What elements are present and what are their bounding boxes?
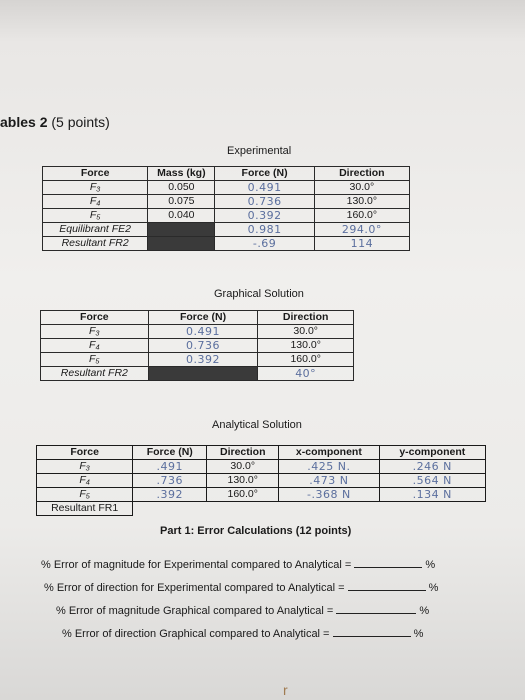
x-component-value: .473 N (279, 474, 379, 488)
force-label: Resultant FR1 (37, 502, 133, 516)
answer-blank[interactable] (333, 626, 411, 637)
header-mass: Mass (kg) (148, 167, 215, 181)
force-value: .491 (133, 460, 207, 474)
force-value: 0.491 (148, 325, 258, 339)
direction-value: 30.0° (314, 181, 409, 195)
table-header-row (43, 167, 410, 181)
table-row (37, 488, 486, 502)
y-component-value: .134 N (379, 488, 485, 502)
direction-value: 294.0° (314, 223, 409, 237)
direction-value: 130.0° (207, 474, 279, 488)
force-label: Resultant FR2 (43, 237, 148, 251)
answer-blank[interactable] (348, 580, 426, 591)
table-row (37, 502, 486, 516)
force-label: F₃ (37, 460, 133, 474)
error-line (56, 603, 476, 617)
header-force: Force (41, 311, 149, 325)
direction-value: 160.0° (207, 488, 279, 502)
force-label: F₄ (41, 339, 149, 353)
force-value: 0.736 (148, 339, 258, 353)
error-line (62, 626, 482, 640)
force-value: .736 (133, 474, 207, 488)
force-label: F₅ (41, 353, 149, 367)
header-x-component: x-component (279, 446, 379, 460)
table-row (37, 474, 486, 488)
mass-value: 0.050 (148, 181, 215, 195)
force-label: F₃ (43, 181, 148, 195)
header-force-n: Force (N) (215, 167, 314, 181)
header-force-n: Force (N) (148, 311, 258, 325)
table-row (43, 223, 410, 237)
empty-cell (133, 502, 207, 516)
header-direction: Direction (207, 446, 279, 460)
analytical-caption: Analytical Solution (212, 419, 302, 431)
direction-value: 160.0° (258, 353, 354, 367)
force-label: Equilibrant FE2 (43, 223, 148, 237)
table-row (43, 209, 410, 223)
answer-blank[interactable] (336, 603, 416, 614)
direction-value: 114 (314, 237, 409, 251)
table-row (41, 325, 354, 339)
answer-blank[interactable] (354, 557, 422, 568)
mass-blank (148, 223, 215, 237)
error-line-text: % Error of direction Graphical compared to Analytical = (62, 628, 330, 640)
y-component-value: .246 N (379, 460, 485, 474)
header-direction: Direction (314, 167, 409, 181)
force-label: F₄ (37, 474, 133, 488)
mass-value: 0.040 (148, 209, 215, 223)
direction-value: 40° (258, 367, 354, 381)
force-label: F₅ (43, 209, 148, 223)
force-label: Resultant FR2 (41, 367, 149, 381)
direction-value: 30.0° (258, 325, 354, 339)
direction-value: 130.0° (314, 195, 409, 209)
mass-value: 0.075 (148, 195, 215, 209)
y-component-value: .564 N (379, 474, 485, 488)
x-component-value: -.368 N (279, 488, 379, 502)
direction-value: 30.0° (207, 460, 279, 474)
table-row (41, 367, 354, 381)
section-title: ables 2 (0, 114, 48, 130)
error-line-unit: % (425, 559, 436, 571)
force-value: -.69 (215, 237, 314, 251)
force-value: 0.392 (215, 209, 314, 223)
header-direction: Direction (258, 311, 354, 325)
experimental-caption: Experimental (227, 145, 292, 157)
experimental-table (42, 166, 410, 251)
section-heading (0, 114, 110, 130)
empty-cell (379, 502, 485, 516)
force-value: .392 (133, 488, 207, 502)
force-value: 0.981 (215, 223, 314, 237)
empty-cell (207, 502, 279, 516)
part1-title: Part 1: Error Calculations (12 points) (160, 525, 352, 537)
error-line-unit: % (419, 605, 430, 617)
error-line-text: % Error of magnitude for Experimental compared to Analytical = (41, 559, 352, 571)
table-row (43, 181, 410, 195)
pencil-mark: r (283, 682, 288, 698)
error-line-text: % Error of direction for Experimental compared to Analytical = (44, 582, 345, 594)
graphical-caption: Graphical Solution (214, 288, 304, 300)
section-points: (5 points) (51, 114, 110, 130)
table-row (43, 237, 410, 251)
mass-blank (148, 237, 215, 251)
error-line-unit: % (413, 628, 424, 640)
graphical-table (40, 310, 354, 381)
header-force: Force (37, 446, 133, 460)
error-line (44, 580, 489, 594)
table-row (41, 353, 354, 367)
force-label: F₅ (37, 488, 133, 502)
force-value: 0.736 (215, 195, 314, 209)
table-row (41, 339, 354, 353)
x-component-value: .425 N. (279, 460, 379, 474)
header-force-n: Force (N) (133, 446, 207, 460)
header-y-component: y-component (379, 446, 485, 460)
force-label: F₃ (41, 325, 149, 339)
header-force: Force (43, 167, 148, 181)
force-value: 0.491 (215, 181, 314, 195)
force-label: F₄ (43, 195, 148, 209)
table-header-row (37, 446, 486, 460)
empty-cell (279, 502, 379, 516)
table-row (43, 195, 410, 209)
direction-value: 160.0° (314, 209, 409, 223)
error-line-text: % Error of magnitude Graphical compared to Analytical = (56, 605, 334, 617)
analytical-table (36, 445, 486, 516)
force-blank (148, 367, 258, 381)
table-row (37, 460, 486, 474)
table-header-row (41, 311, 354, 325)
error-line-unit: % (428, 582, 439, 594)
error-line (41, 557, 486, 571)
direction-value: 130.0° (258, 339, 354, 353)
force-value: 0.392 (148, 353, 258, 367)
